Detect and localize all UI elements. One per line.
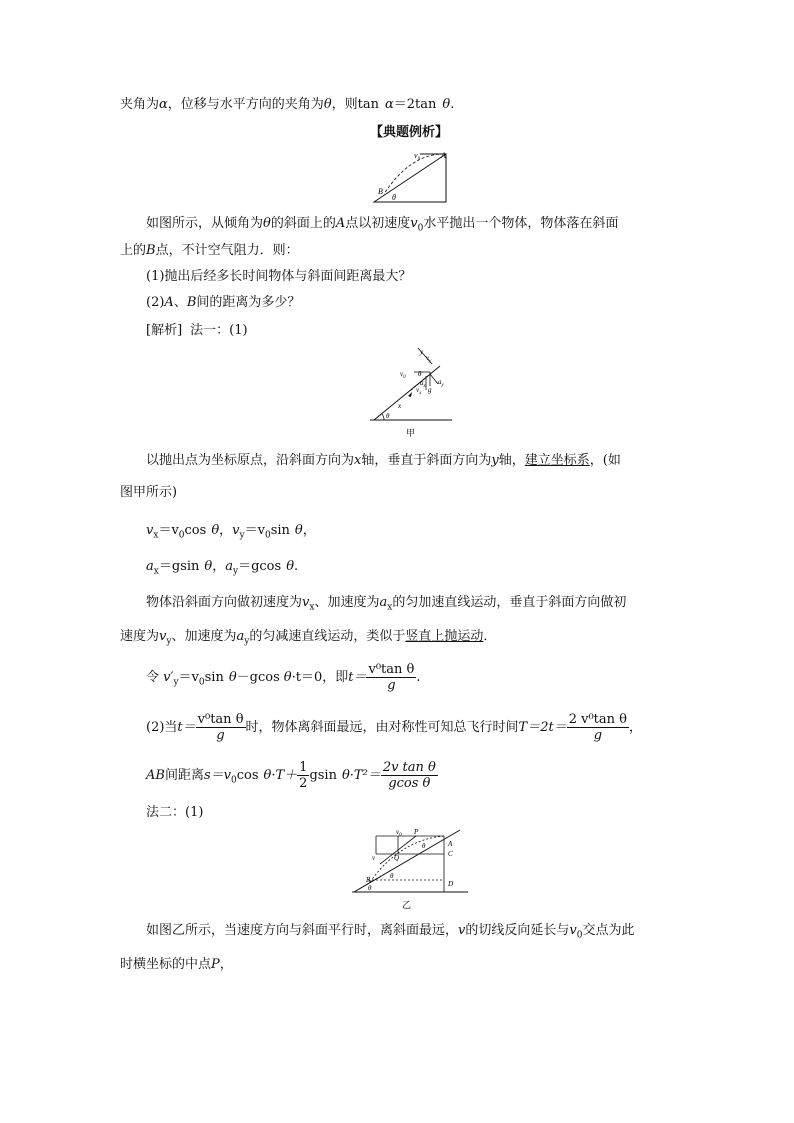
motion-text-2: 速度为$v_y$、加速度为$a_y$的匀减速直线运动，类似于竖直上抛运动． bbox=[120, 629, 497, 647]
analysis-label: [解析] 法一：(1) bbox=[146, 323, 248, 338]
fraction-t: $\frac{\text{v⁰tan θ}}{g}$ bbox=[368, 662, 415, 693]
conclusion-line-2: 时横坐标的中点P， bbox=[120, 957, 233, 972]
svg-text:y: y bbox=[420, 348, 424, 356]
svg-text:θ: θ bbox=[368, 884, 372, 892]
svg-text:x: x bbox=[398, 402, 402, 410]
question-2: (2)A、B间的距离为多少？ bbox=[146, 295, 301, 310]
conclusion-line-1: 如图乙所示，当速度方向与斜面平行时，离斜面最远，v的切线反向延长与$v_0$交点为此 bbox=[146, 923, 635, 941]
svg-text:P: P bbox=[414, 828, 419, 836]
link-vertical-throw[interactable]: 竖直上抛运动 bbox=[405, 629, 484, 644]
svg-text:A: A bbox=[448, 840, 453, 848]
fig1-v0-label: $v_0$ bbox=[414, 151, 421, 162]
fig3-caption: 乙 bbox=[402, 900, 412, 910]
svg-text:B: B bbox=[366, 876, 371, 884]
figure-incline-1 bbox=[370, 148, 450, 204]
method-2-label: 法二：(1) bbox=[146, 805, 204, 820]
question-1: (1)抛出后经多长时间物体与斜面间距离最大？ bbox=[146, 269, 412, 284]
svg-text:θ: θ bbox=[422, 842, 426, 850]
svg-text:Q: Q bbox=[394, 854, 400, 862]
equation-velocity: $v_x=v_0\cos$ θ，$v_y=v_0\sin$ θ， bbox=[146, 523, 316, 541]
svg-text:ax: $a_x$ bbox=[420, 379, 426, 389]
fig1-point-b: B bbox=[378, 187, 383, 196]
svg-text:g: g bbox=[428, 386, 432, 394]
problem-line-1: 如图所示，从倾角为θ的斜面上的A点以初速度$v_0$水平抛出一个物体，物体落在斜面 bbox=[146, 216, 619, 234]
svg-text:θ: θ bbox=[418, 370, 422, 378]
svg-text:θ: θ bbox=[390, 872, 394, 880]
figure-coordinate-jia bbox=[368, 346, 454, 440]
svg-text:D: D bbox=[448, 880, 454, 888]
equation-total-time: (2)当t＝ $\frac{\text{v⁰tan θ}}{g}$ 时，物体离斜面最远，由对称性可知总飞行时间T＝2t＝ $\frac{\text{2 v⁰tan θ}}{g}$ ， bbox=[146, 712, 642, 743]
equation-acceleration: $a_x=gsin$ θ，$a_y=gcos$ θ. bbox=[146, 559, 299, 577]
problem-line-2: 上的B点，不计空气阻力．则： bbox=[120, 243, 299, 258]
intro-line: 夹角为α，位移与水平方向的夹角为θ，则tan α＝2tan θ. bbox=[120, 97, 455, 112]
svg-text:v0: $v_0$ bbox=[400, 370, 406, 380]
figure-geometry-yi bbox=[350, 826, 472, 912]
fig1-theta: θ bbox=[392, 193, 396, 202]
coordinate-text-1: 以抛出点为坐标原点，沿斜面方向为x轴，垂直于斜面方向为y轴，建立坐标系，(如 bbox=[146, 453, 621, 468]
svg-text:C: C bbox=[448, 850, 453, 858]
svg-text:v: v bbox=[372, 854, 376, 862]
svg-text:θ: θ bbox=[386, 412, 390, 420]
motion-text-1: 物体沿斜面方向做初速度为$v_x$、加速度为$a_x$的匀加速直线运动，垂直于斜面方向做初 bbox=[146, 595, 627, 613]
section-title: 【典题例析】 bbox=[370, 125, 449, 140]
fig2-caption: 甲 bbox=[406, 428, 416, 438]
svg-text:v0: $v_0$ bbox=[396, 828, 402, 838]
equation-distance: AB间距离$s=v_0\cos$ θ·T＋ $\frac{1}{2}$ gsin θ·T²＝ $\frac{\text{2v tan θ}}{\text{gcos θ}}$ bbox=[146, 760, 436, 791]
equation-time: 令 $v'_y=v_0\sin$ θ－gcos θ·t＝0，即t＝ $\frac{\text{v⁰tan θ}}{g}$ . bbox=[146, 662, 421, 693]
svg-text:vx: $v_x$ bbox=[416, 386, 422, 396]
coordinate-text-2: 图甲所示) bbox=[120, 485, 178, 500]
svg-text:vy: $v_y$ bbox=[426, 354, 432, 364]
fig1-point-a: A bbox=[441, 151, 446, 160]
svg-text:ay: $a_y$ bbox=[438, 378, 444, 388]
link-coordinate-system[interactable]: 建立坐标系 bbox=[524, 453, 590, 468]
